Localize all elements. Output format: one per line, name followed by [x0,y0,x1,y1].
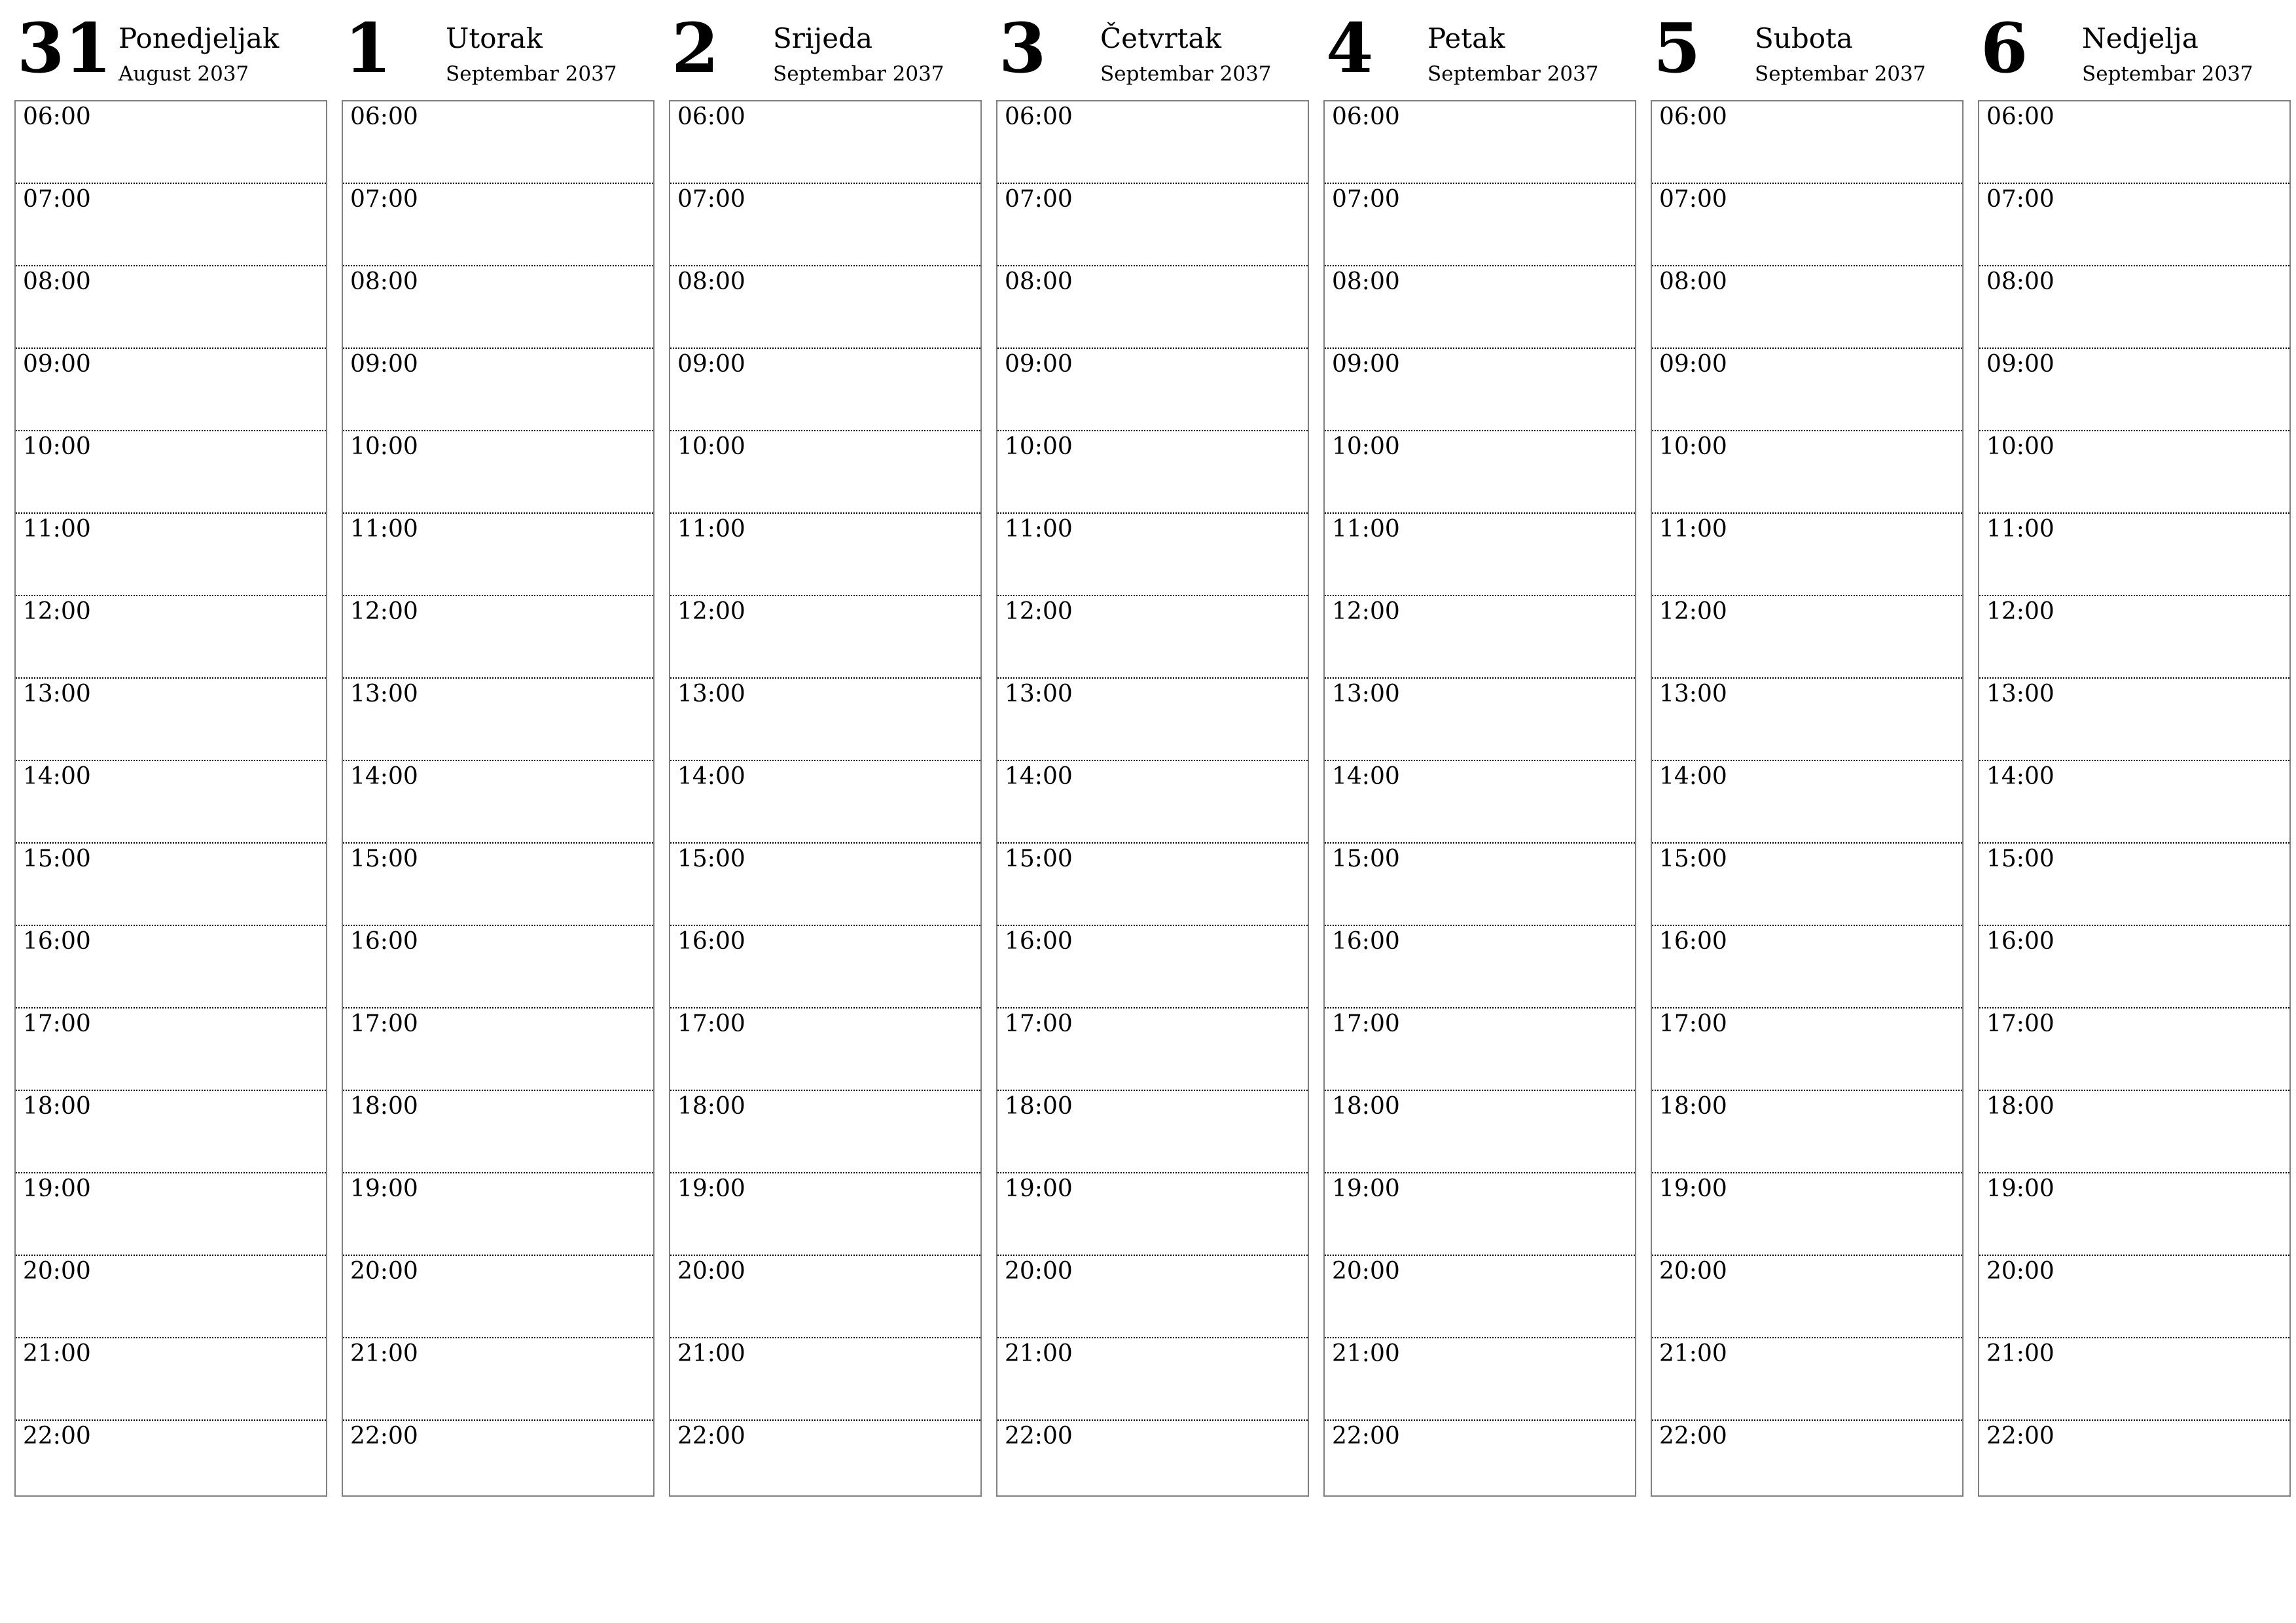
time-label: 08:00 [677,268,745,295]
time-slot[interactable] [16,349,326,431]
time-label: 11:00 [677,516,745,543]
time-label: 09:00 [1005,351,1073,378]
time-slot[interactable] [343,101,653,184]
time-label: 16:00 [23,928,91,955]
time-slot[interactable] [16,266,326,349]
time-label: 19:00 [1659,1175,1727,1202]
time-label: 11:00 [23,516,91,543]
time-label: 12:00 [23,598,91,625]
time-slots-box [14,100,327,1497]
time-slot[interactable] [997,349,1308,431]
time-label: 09:00 [1332,351,1400,378]
time-label: 14:00 [1005,763,1073,790]
time-slot[interactable] [670,1173,980,1256]
time-label: 07:00 [677,186,745,213]
time-slot[interactable] [1652,431,1962,514]
day-column [669,0,982,1499]
time-slot[interactable] [1652,266,1962,349]
time-label: 09:00 [677,351,745,378]
time-label: 12:00 [1332,598,1400,625]
time-label: 06:00 [1986,103,2054,130]
time-slot[interactable] [1979,1338,2289,1421]
time-slot[interactable] [1652,1421,1962,1503]
time-label: 21:00 [1332,1340,1400,1367]
time-label: 20:00 [1986,1258,2054,1285]
time-slot[interactable] [997,101,1308,184]
month-label: Septembar 2037 [1755,62,1926,86]
time-slot[interactable] [1652,844,1962,926]
time-slot[interactable] [1325,431,1635,514]
time-label: 12:00 [1005,598,1073,625]
time-slot[interactable] [1979,761,2289,844]
time-label: 15:00 [1005,846,1073,872]
time-label: 06:00 [677,103,745,130]
time-slot[interactable] [670,1421,980,1503]
time-label: 09:00 [1659,351,1727,378]
time-slot[interactable] [1979,514,2289,596]
time-label: 22:00 [350,1423,418,1450]
day-name: Utorak [446,22,543,54]
time-slot[interactable] [670,596,980,679]
time-slot[interactable] [670,1338,980,1421]
time-slot[interactable] [1979,844,2289,926]
time-slot[interactable] [997,1173,1308,1256]
time-slot[interactable] [1652,1173,1962,1256]
time-slots-box [342,100,655,1497]
time-slot[interactable] [670,1008,980,1091]
time-slot[interactable] [670,844,980,926]
time-slot[interactable] [1979,926,2289,1008]
time-label: 18:00 [350,1093,418,1120]
time-slot[interactable] [670,1091,980,1173]
time-label: 09:00 [350,351,418,378]
time-slot[interactable] [16,1421,326,1503]
time-label: 16:00 [1986,928,2054,955]
time-slot[interactable] [670,431,980,514]
time-slot[interactable] [343,431,653,514]
time-label: 17:00 [1986,1010,2054,1037]
time-slot[interactable] [1325,1173,1635,1256]
time-slot[interactable] [1979,1091,2289,1173]
time-label: 10:00 [1986,433,2054,460]
time-slot[interactable] [16,431,326,514]
time-label: 20:00 [1659,1258,1727,1285]
time-label: 13:00 [23,681,91,707]
month-label: Septembar 2037 [446,62,617,86]
day-header [14,0,327,99]
month-label: Septembar 2037 [2082,62,2253,86]
time-slot[interactable] [997,596,1308,679]
time-slot[interactable] [670,1256,980,1338]
time-label: 10:00 [23,433,91,460]
time-slot[interactable] [997,1091,1308,1173]
time-slot[interactable] [343,679,653,761]
time-slot[interactable] [1979,266,2289,349]
time-label: 22:00 [677,1423,745,1450]
time-slot[interactable] [997,431,1308,514]
time-label: 14:00 [1332,763,1400,790]
time-label: 14:00 [1659,763,1727,790]
time-slot[interactable] [16,1173,326,1256]
day-number: 1 [344,8,392,88]
time-slot[interactable] [1325,266,1635,349]
day-number: 6 [1981,8,2028,88]
time-label: 16:00 [1659,928,1727,955]
time-label: 20:00 [23,1258,91,1285]
time-label: 14:00 [677,763,745,790]
time-label: 21:00 [1005,1340,1073,1367]
day-column [14,0,327,1499]
time-label: 15:00 [677,846,745,872]
time-label: 08:00 [350,268,418,295]
day-name: Subota [1755,22,1853,54]
time-label: 18:00 [1005,1093,1073,1120]
time-label: 17:00 [1332,1010,1400,1037]
time-label: 15:00 [1659,846,1727,872]
time-slot[interactable] [1652,101,1962,184]
day-column [996,0,1309,1499]
time-label: 07:00 [23,186,91,213]
month-label: Septembar 2037 [1100,62,1272,86]
time-label: 21:00 [23,1340,91,1367]
time-label: 19:00 [350,1175,418,1202]
time-label: 13:00 [1332,681,1400,707]
time-label: 10:00 [677,433,745,460]
time-label: 10:00 [350,433,418,460]
time-label: 21:00 [677,1340,745,1367]
time-label: 09:00 [23,351,91,378]
time-label: 14:00 [1986,763,2054,790]
time-label: 17:00 [350,1010,418,1037]
time-label: 17:00 [1659,1010,1727,1037]
time-slot[interactable] [1325,349,1635,431]
time-label: 11:00 [1005,516,1073,543]
time-slot[interactable] [16,184,326,266]
time-slot[interactable] [343,514,653,596]
time-slot[interactable] [1979,679,2289,761]
month-label: Septembar 2037 [773,62,944,86]
time-slot[interactable] [16,514,326,596]
time-slot[interactable] [1652,1091,1962,1173]
day-header [669,0,982,99]
time-slot[interactable] [1979,101,2289,184]
time-slot[interactable] [1325,1256,1635,1338]
time-label: 22:00 [1659,1423,1727,1450]
time-label: 07:00 [1005,186,1073,213]
time-label: 11:00 [1659,516,1727,543]
time-slot[interactable] [997,1338,1308,1421]
day-name: Ponedjeljak [118,22,279,54]
time-slot[interactable] [343,844,653,926]
time-slot[interactable] [1652,1338,1962,1421]
time-label: 09:00 [1986,351,2054,378]
time-label: 13:00 [677,681,745,707]
day-number: 4 [1326,8,1374,88]
time-label: 22:00 [23,1423,91,1450]
time-slot[interactable] [670,679,980,761]
time-slot[interactable] [670,266,980,349]
time-slot[interactable] [997,761,1308,844]
time-slots-box [1323,100,1636,1497]
time-slot[interactable] [1652,761,1962,844]
time-label: 22:00 [1332,1423,1400,1450]
time-slot[interactable] [1652,184,1962,266]
time-slot[interactable] [1325,679,1635,761]
time-label: 15:00 [350,846,418,872]
time-slots-box [1651,100,1964,1497]
day-column [1323,0,1636,1499]
time-slot[interactable] [1979,431,2289,514]
time-slot[interactable] [997,844,1308,926]
time-label: 15:00 [1986,846,2054,872]
time-label: 19:00 [1986,1175,2054,1202]
time-label: 16:00 [1332,928,1400,955]
day-number: 2 [672,8,719,88]
time-slot[interactable] [997,926,1308,1008]
time-slot[interactable] [1325,1091,1635,1173]
time-slot[interactable] [16,101,326,184]
time-label: 21:00 [1659,1340,1727,1367]
time-slot[interactable] [343,1256,653,1338]
time-slot[interactable] [16,1008,326,1091]
time-slot[interactable] [670,926,980,1008]
time-label: 22:00 [1986,1423,2054,1450]
time-label: 20:00 [1332,1258,1400,1285]
time-slot[interactable] [1325,761,1635,844]
time-label: 17:00 [677,1010,745,1037]
time-label: 07:00 [1986,186,2054,213]
time-label: 19:00 [1332,1175,1400,1202]
time-label: 14:00 [23,763,91,790]
day-number: 31 [17,8,112,88]
time-slot[interactable] [1652,1256,1962,1338]
time-label: 22:00 [1005,1423,1073,1450]
day-number: 3 [999,8,1047,88]
day-header [1323,0,1636,99]
time-slot[interactable] [343,596,653,679]
day-header [996,0,1309,99]
day-column [1651,0,1964,1499]
time-slot[interactable] [1652,596,1962,679]
time-label: 13:00 [1659,681,1727,707]
time-slot[interactable] [1325,184,1635,266]
time-slot[interactable] [16,1338,326,1421]
time-label: 12:00 [350,598,418,625]
time-slot[interactable] [343,184,653,266]
time-label: 17:00 [23,1010,91,1037]
time-slot[interactable] [1979,184,2289,266]
time-label: 11:00 [350,516,418,543]
time-slot[interactable] [1979,1008,2289,1091]
time-slot[interactable] [1325,844,1635,926]
time-label: 12:00 [677,598,745,625]
time-label: 21:00 [350,1340,418,1367]
time-slot[interactable] [1325,101,1635,184]
day-name: Petak [1427,22,1505,54]
time-slot[interactable] [997,1421,1308,1503]
time-slot[interactable] [1325,926,1635,1008]
time-slot[interactable] [343,926,653,1008]
time-slot[interactable] [670,761,980,844]
time-label: 11:00 [1332,516,1400,543]
time-slot[interactable] [343,1091,653,1173]
time-label: 16:00 [1005,928,1073,955]
time-slot[interactable] [343,266,653,349]
time-slot[interactable] [1979,596,2289,679]
time-slot[interactable] [1652,1008,1962,1091]
time-label: 13:00 [350,681,418,707]
time-label: 06:00 [1332,103,1400,130]
time-label: 14:00 [350,763,418,790]
time-label: 18:00 [677,1093,745,1120]
time-label: 10:00 [1005,433,1073,460]
day-column [1978,0,2291,1499]
time-slot[interactable] [16,1091,326,1173]
time-slot[interactable] [997,679,1308,761]
time-slot[interactable] [1325,1338,1635,1421]
time-slot[interactable] [343,349,653,431]
time-slot[interactable] [16,761,326,844]
time-slot[interactable] [343,761,653,844]
day-column [342,0,655,1499]
time-label: 15:00 [23,846,91,872]
time-slot[interactable] [1652,514,1962,596]
time-slot[interactable] [343,1008,653,1091]
day-header [1651,0,1964,99]
time-label: 06:00 [1659,103,1727,130]
time-slot[interactable] [1979,1421,2289,1503]
time-label: 06:00 [1005,103,1073,130]
time-label: 19:00 [23,1175,91,1202]
time-slot[interactable] [343,1173,653,1256]
time-label: 07:00 [1332,186,1400,213]
time-label: 10:00 [1659,433,1727,460]
time-label: 12:00 [1986,598,2054,625]
time-slots-box [996,100,1309,1497]
day-name: Srijeda [773,22,873,54]
time-slot[interactable] [16,1256,326,1338]
time-label: 08:00 [1005,268,1073,295]
time-label: 13:00 [1986,681,2054,707]
time-slot[interactable] [16,926,326,1008]
time-slot[interactable] [670,349,980,431]
time-slot[interactable] [343,1421,653,1503]
day-name: Nedjelja [2082,22,2198,54]
time-label: 12:00 [1659,598,1727,625]
time-slot[interactable] [343,1338,653,1421]
time-label: 17:00 [1005,1010,1073,1037]
time-label: 18:00 [1659,1093,1727,1120]
time-slot[interactable] [1652,679,1962,761]
day-name: Četvrtak [1100,22,1222,54]
time-label: 20:00 [1005,1258,1073,1285]
time-label: 08:00 [1986,268,2054,295]
time-slot[interactable] [16,596,326,679]
time-slot[interactable] [16,844,326,926]
time-slot[interactable] [997,514,1308,596]
time-slot[interactable] [670,101,980,184]
time-label: 21:00 [1986,1340,2054,1367]
time-label: 08:00 [1332,268,1400,295]
time-slot[interactable] [997,1008,1308,1091]
day-header [342,0,655,99]
time-slot[interactable] [1325,1008,1635,1091]
time-label: 20:00 [677,1258,745,1285]
time-label: 16:00 [350,928,418,955]
day-number: 5 [1653,8,1701,88]
time-slots-box [1978,100,2291,1497]
time-slot[interactable] [670,184,980,266]
time-slot[interactable] [1979,349,2289,431]
time-label: 19:00 [1005,1175,1073,1202]
time-label: 10:00 [1332,433,1400,460]
time-slot[interactable] [997,184,1308,266]
time-slot[interactable] [1325,1421,1635,1503]
time-label: 19:00 [677,1175,745,1202]
time-slot[interactable] [1652,349,1962,431]
time-slot[interactable] [1325,596,1635,679]
time-label: 11:00 [1986,516,2054,543]
time-slot[interactable] [1652,926,1962,1008]
time-label: 06:00 [23,103,91,130]
time-label: 18:00 [1332,1093,1400,1120]
time-slot[interactable] [997,1256,1308,1338]
time-slot[interactable] [1979,1256,2289,1338]
time-label: 08:00 [23,268,91,295]
day-header [1978,0,2291,99]
time-label: 06:00 [350,103,418,130]
time-label: 16:00 [677,928,745,955]
time-label: 20:00 [350,1258,418,1285]
time-label: 15:00 [1332,846,1400,872]
time-slot[interactable] [1325,514,1635,596]
time-slot[interactable] [1979,1173,2289,1256]
time-slots-box [669,100,982,1497]
month-label: August 2037 [118,62,249,86]
time-slot[interactable] [16,679,326,761]
time-label: 13:00 [1005,681,1073,707]
time-slot[interactable] [670,514,980,596]
time-label: 07:00 [350,186,418,213]
time-label: 18:00 [23,1093,91,1120]
time-label: 18:00 [1986,1093,2054,1120]
time-label: 07:00 [1659,186,1727,213]
time-slot[interactable] [997,266,1308,349]
time-label: 08:00 [1659,268,1727,295]
month-label: Septembar 2037 [1427,62,1599,86]
